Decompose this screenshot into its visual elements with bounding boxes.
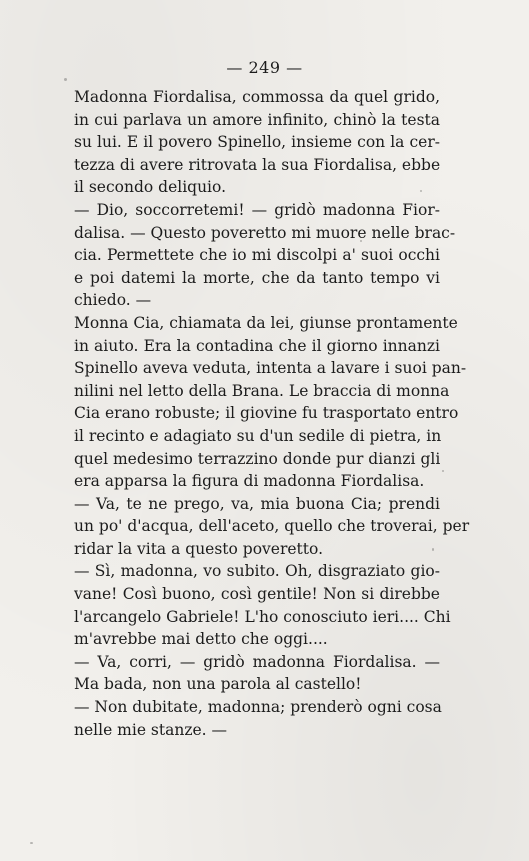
text-line: l'arcangelo Gabriele! L'ho conosciuto ieri.... Chi: [74, 607, 451, 626]
text-line: nelle mie stanze. —: [74, 720, 228, 739]
text-line: vane! Così buono, così gentile! Non si direbbe: [74, 585, 440, 604]
paragraph: [60, 312, 467, 493]
text-line: in cui parlava un amore infinito, chinò la testa: [74, 110, 440, 129]
paragraph: [60, 651, 440, 696]
body-text: [60, 86, 470, 741]
paper-speck: [360, 240, 362, 242]
page-number: — 249 —: [226, 58, 303, 77]
text-line: Cia erano robuste; il giovine fu trasportato entro: [74, 404, 459, 423]
text-line: chiedo. —: [74, 291, 152, 310]
paper-speck: [442, 470, 444, 472]
paragraph: [60, 86, 440, 199]
text-line: Monna Cia, chiamata da lei, giunse prontamente: [74, 313, 458, 332]
text-line: su lui. E il povero Spinello, insieme con la cer-: [74, 133, 440, 152]
text-line: il recinto e adagiato su d'un sedile di pietra, in: [74, 426, 442, 445]
text-line: — Dio, soccorretemi! — gridò madonna Fior-: [74, 200, 440, 219]
text-line: in aiuto. Era la contadina che il giorno innanzi: [74, 336, 440, 355]
text-line: — Va, te ne prego, va, mia buona Cia; prendi: [74, 494, 440, 513]
text-line: cia. Permettete che io mi discolpi a' suoi occhi: [74, 246, 440, 265]
paragraph: [60, 199, 456, 312]
text-line: ridar la vita a questo poveretto.: [74, 539, 323, 558]
text-line: tezza di avere ritrovata la sua Fiordalisa, ebbe: [74, 155, 441, 174]
text-line: — Non dubitate, madonna; prenderò ogni cosa: [74, 698, 442, 717]
text-line: dalisa. — Questo poveretto mi muore nelle brac-: [74, 223, 456, 242]
text-line: era apparsa la figura di madonna Fiordalisa.: [74, 472, 425, 491]
text-line: — Sì, madonna, vo subito. Oh, disgraziato gio-: [74, 562, 440, 581]
text-line: quel medesimo terrazzino donde pur dianzi gli: [74, 449, 441, 468]
paper-speck: [64, 78, 67, 81]
text-line: il secondo deliquio.: [74, 178, 227, 197]
text-line: e poi datemi la morte, che da tanto tempo vi: [74, 268, 440, 287]
paragraph: [60, 493, 470, 561]
text-line: Spinello aveva veduta, intenta a lavare i suoi pan-: [74, 359, 467, 378]
paragraph: [60, 560, 451, 650]
paper-speck: [30, 842, 33, 844]
paper-speck: [420, 190, 422, 192]
text-line: Madonna Fiordalisa, commossa da quel grido,: [74, 88, 440, 106]
text-line: un po' d'acqua, dell'aceto, quello che troverai, per: [74, 517, 470, 536]
paragraph: [60, 696, 440, 741]
paper-speck: [432, 548, 434, 551]
text-line: Ma bada, non una parola al castello!: [74, 675, 362, 694]
text-line: m'avrebbe mai detto che oggi....: [74, 630, 328, 649]
text-line: — Va, corri, — gridò madonna Fiordalisa. —: [74, 652, 440, 671]
text-line: nilini nel letto della Brana. Le braccia di monna: [74, 381, 450, 400]
